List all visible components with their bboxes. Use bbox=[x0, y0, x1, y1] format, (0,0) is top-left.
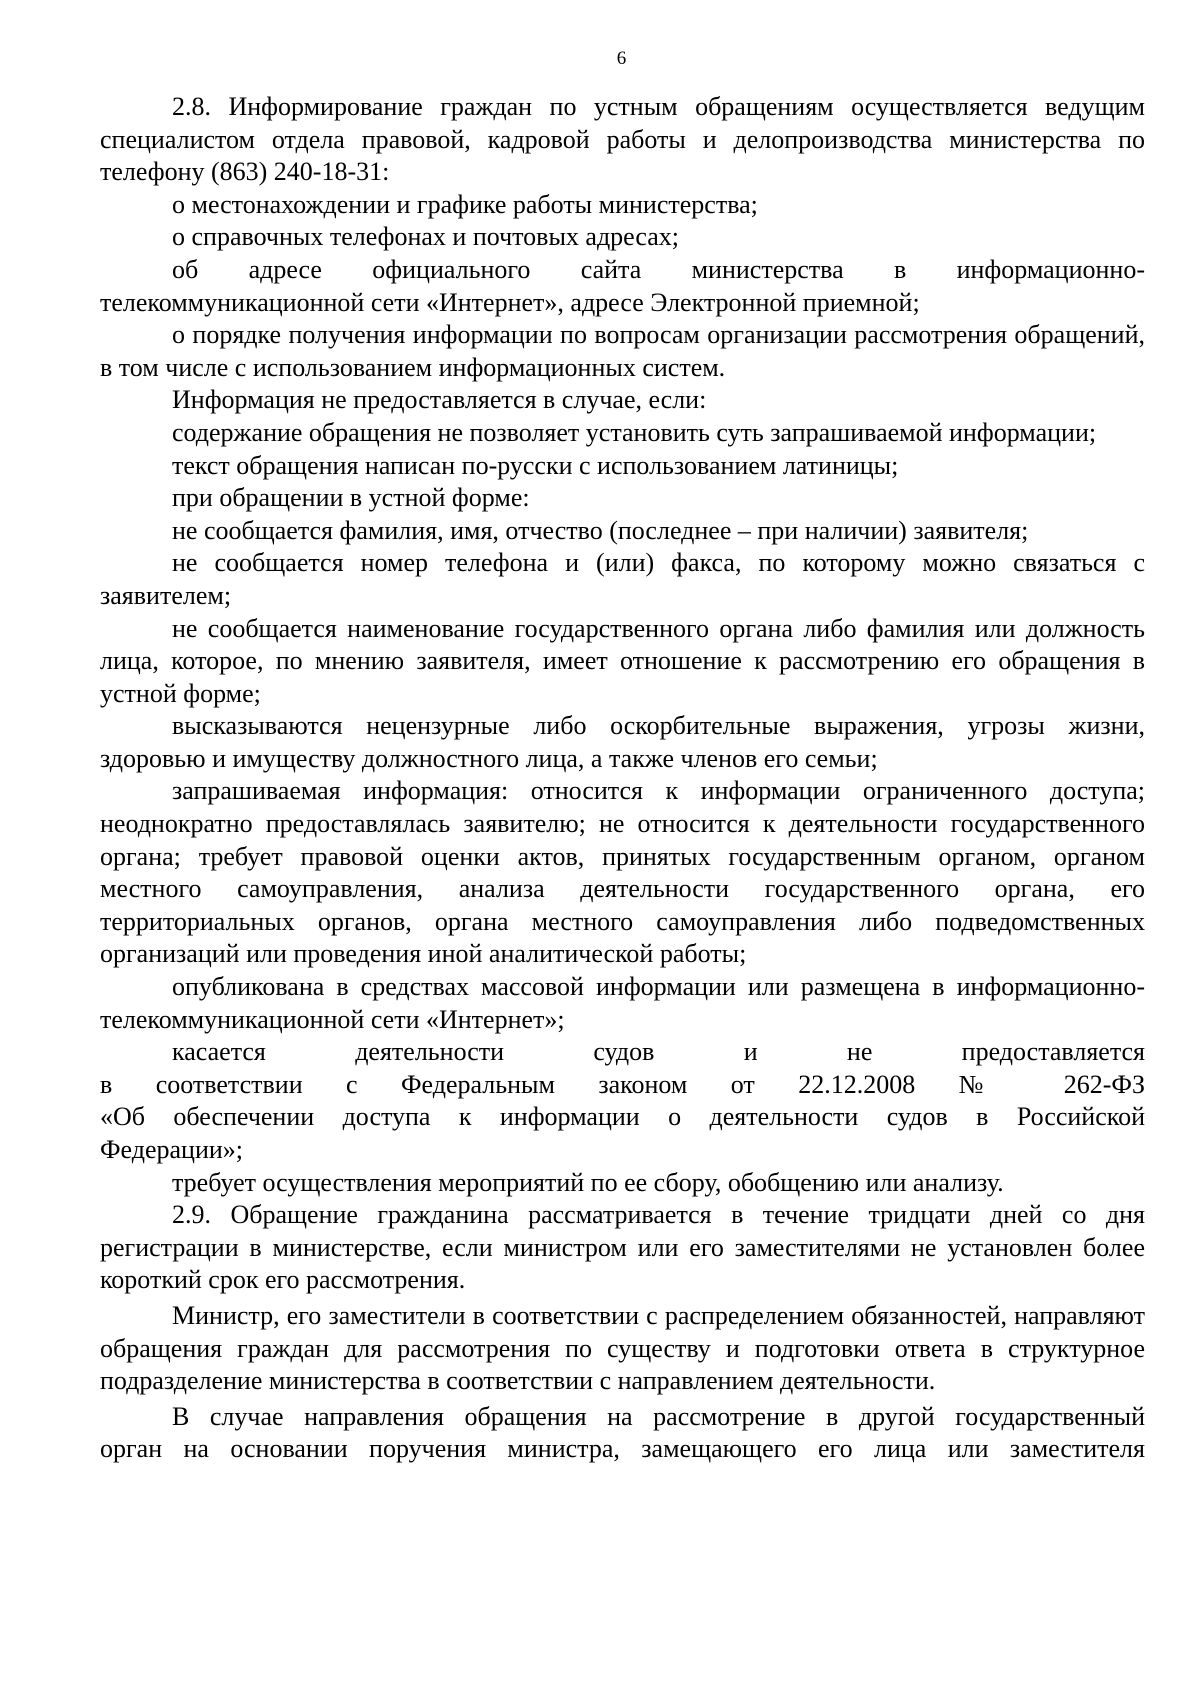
paragraph-not-provided-if: Информация не предоставляется в случае, если: bbox=[172, 385, 707, 415]
text-line: Федерации»; bbox=[100, 1135, 244, 1164]
document-body bbox=[100, 91, 1145, 1466]
paragraph-latin-text: текст обращения написан по-русски с использованием латиницы; bbox=[172, 450, 899, 480]
paragraph-no-name: не сообщается фамилия, имя, отчество (последнее – при наличии) заявителя; bbox=[172, 515, 1029, 545]
text-line: орган на основании поручения министра, замещающего его лица или заместителя bbox=[100, 1434, 1145, 1464]
paragraph-website-address: об адресе официального сайта министерства в информационно-телекоммуникационной сети «Интернет», адресе Электронной приемной; bbox=[100, 254, 1145, 317]
text-line: В случае направления обращения на рассмотрение в другой государственный bbox=[172, 1401, 1145, 1431]
paragraph-no-phone: не сообщается номер телефона и (или) факса, по которому можно связаться с заявителем; bbox=[100, 548, 1145, 610]
paragraph-2-8: 2.8. Информирование граждан по устным обращениям осуществляется ведущим специалистом отдела правовой, кадровой работы и делопроизводства министерства по телефону (863) 240-18-31: bbox=[100, 92, 1145, 187]
paragraph-information-procedure: о порядке получения информации по вопросам организации рассмотрения обращений, в том числе с использованием информационных систем. bbox=[100, 320, 1145, 382]
paragraph-oral-form: при обращении в устной форме: bbox=[172, 483, 530, 513]
paragraph-published-media: опубликована в средствах массовой информации или размещена в информационно-телекоммуникационной сети «Интернет»; bbox=[100, 972, 1145, 1034]
paragraph-no-authority: не сообщается наименование государственного органа либо фамилия или должность лица, которое, по мнению заявителя, имеет отношение к рассмотрению его обращения в устной форме; bbox=[100, 613, 1145, 708]
paragraph-content-unclear: содержание обращения не позволяет установить суть запрашиваемой информации; bbox=[172, 417, 1097, 447]
paragraph-reference-phones: о справочных телефонах и почтовых адресах; bbox=[172, 222, 679, 252]
paragraph-redirect-case bbox=[100, 1401, 1145, 1466]
paragraph-2-9: 2.9. Обращение гражданина рассматривается в течение тридцати дней со дня регистрации в министерстве, если министром или его заместителями не установлен более короткий срок его рассмотрения. bbox=[100, 1200, 1145, 1295]
paragraph-court-activity bbox=[100, 1036, 1145, 1166]
paragraph-location-schedule: о местонахождении и графике работы министерства; bbox=[172, 189, 758, 219]
text-line: в соответствии с Федеральным законом от 22.12.2008 № 262-ФЗ bbox=[100, 1069, 1145, 1099]
text-line: касается деятельности судов и не предоставляется bbox=[172, 1037, 1145, 1067]
paragraph-minister-direction: Министр, его заместители в соответствии с распределением обязанностей, направляют обращения граждан для рассмотрения по существу и подготовки ответа в структурное подразделение министерства в соответствии с направлением деятельности. bbox=[100, 1300, 1145, 1396]
paragraph-requested-information: запрашиваемая информация: относится к информации ограниченного доступа; неоднократно предоставлялась заявителю; не относится к деятельности государственного органа; требует правовой оценки актов, принятых государственным органом, органом местного самоуправления, анализа деятельности государственного органа, его территориальных органов, органа местного самоуправления либо подведомственных организаций или проведения иной аналитической работы; bbox=[100, 776, 1145, 969]
page-number: 6 bbox=[616, 48, 627, 69]
paragraph-collection-analysis: требует осуществления мероприятий по ее сбору, обобщению или анализу. bbox=[172, 1167, 1004, 1197]
paragraph-offensive-language: высказываются нецензурные либо оскорбительные выражения, угрозы жизни, здоровью и имуществу должностного лица, а также членов его семьи; bbox=[100, 711, 1145, 773]
text-line: «Об обеспечении доступа к информации о деятельности судов в Российской bbox=[100, 1102, 1145, 1132]
